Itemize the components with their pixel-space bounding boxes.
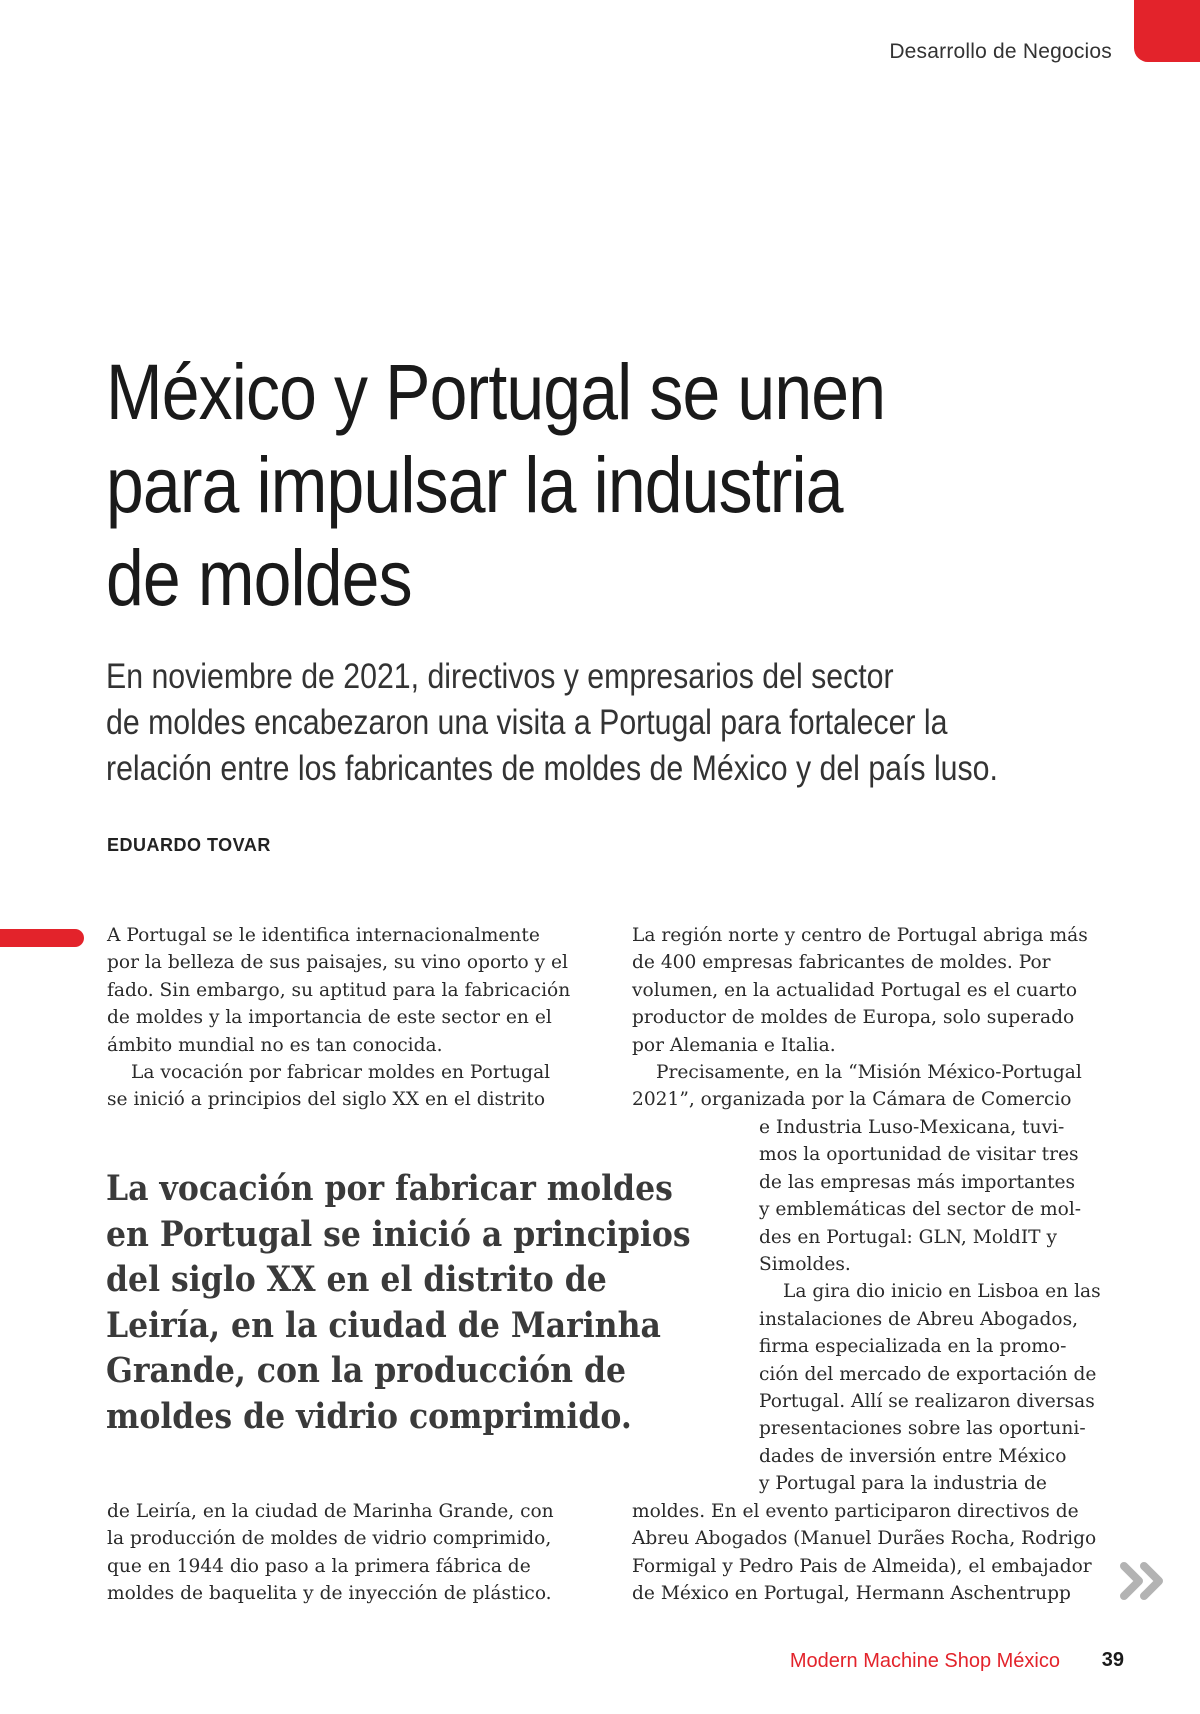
- text-line: por la belleza de sus paisajes, su vino oporto y el: [107, 952, 568, 974]
- text-line: que en 1944 dio paso a la primera fábrica de: [107, 1555, 531, 1577]
- column-2-bottom: [632, 1498, 1096, 1608]
- subtitle-line: relación entre los fabricantes de moldes de México y del país luso.: [106, 749, 998, 788]
- text-line: La región norte y centro de Portugal abriga más: [632, 925, 1088, 946]
- text-line: Precisamente, en la “Misión México-Portugal: [656, 1062, 1082, 1084]
- text-line: de Leiría, en la ciudad de Marinha Grande, con: [107, 1501, 554, 1522]
- text-line: por Alemania e Italia.: [632, 1034, 836, 1056]
- text-line: mos la oportunidad de visitar tres: [759, 1144, 1079, 1166]
- column-1-top: [107, 922, 570, 1114]
- text-line: dades de inversión entre México: [759, 1445, 1067, 1467]
- text-line: moldes de baquelita y de inyección de plástico.: [107, 1583, 552, 1605]
- text-line: La vocación por fabricar moldes en Portugal: [131, 1062, 551, 1084]
- text-line: ámbito mundial no es tan conocida.: [107, 1034, 443, 1056]
- text-line: e Industria Luso-Mexicana, tuvi-: [759, 1117, 1065, 1138]
- text-line: volumen, en la actualidad Portugal es el cuarto: [632, 979, 1078, 1001]
- text-line: fado. Sin embargo, su aptitud para la fabricación: [107, 979, 571, 1001]
- subtitle-line: En noviembre de 2021, directivos y empresarios del sector: [106, 657, 894, 696]
- pull-quote: [106, 1166, 691, 1439]
- article-subtitle: [106, 654, 1058, 792]
- page-number: 39: [1101, 1649, 1124, 1671]
- pullquote-line: Grande, con la producción de: [106, 1350, 627, 1391]
- red-marker: [0, 929, 84, 947]
- text-line: Portugal. Allí se realizaron diversas: [759, 1391, 1095, 1413]
- double-chevron-right-icon-graphic: [1120, 1560, 1168, 1602]
- text-line: de 400 empresas fabricantes de moldes. Por: [632, 952, 1051, 974]
- text-line: firma especializada en la promo-: [759, 1336, 1067, 1358]
- column-1-bottom: [107, 1498, 554, 1608]
- section-label: Desarrollo de Negocios: [889, 40, 1112, 63]
- corner-tab: [1134, 0, 1200, 62]
- text-line: 2021”, organizada por la Cámara de Comercio: [632, 1089, 1072, 1111]
- text-line: instalaciones de Abreu Abogados,: [759, 1308, 1079, 1330]
- text-line: de moldes y la importancia de este sector en el: [107, 1007, 552, 1029]
- text-line: Formigal y Pedro Pais de Almeida), el embajador: [632, 1555, 1092, 1577]
- text-line: y Portugal para la industria de: [759, 1473, 1047, 1495]
- text-line: la producción de moldes de vidrio comprimido,: [107, 1528, 552, 1550]
- title-line: para impulsar la industria: [106, 440, 843, 529]
- column-2-top: [632, 922, 1088, 1114]
- text-line: Simoldes.: [759, 1254, 851, 1276]
- author-byline: EDUARDO TOVAR: [107, 835, 271, 855]
- text-line: Abreu Abogados (Manuel Durães Rocha, Rodrigo: [632, 1528, 1097, 1550]
- article-title: [106, 345, 966, 624]
- publication-name: Modern Machine Shop México: [789, 1650, 1060, 1672]
- title-line: de moldes: [106, 533, 412, 622]
- column-2-narrow: [759, 1114, 1101, 1498]
- text-line: de las empresas más importantes: [759, 1171, 1076, 1193]
- pullquote-line: Leiría, en la ciudad de Marinha: [106, 1304, 661, 1346]
- text-line: A Portugal se le identifica internacionalmente: [107, 925, 540, 946]
- text-line: se inició a principios del siglo XX en el distrito: [107, 1089, 546, 1111]
- text-line: productor de moldes de Europa, solo superado: [632, 1007, 1075, 1029]
- text-line: moldes. En el evento participaron directivos de: [632, 1501, 1079, 1522]
- pullquote-line: moldes de vidrio comprimido.: [106, 1395, 632, 1437]
- text-line: des en Portugal: GLN, MoldIT y: [759, 1226, 1057, 1248]
- pullquote-line: en Portugal se inició a principios: [106, 1213, 691, 1255]
- pullquote-line: del siglo XX en el distrito de: [106, 1259, 607, 1300]
- text-line: La gira dio inicio en Lisboa en las: [783, 1281, 1101, 1303]
- pullquote-line: La vocación por fabricar moldes: [106, 1168, 673, 1209]
- text-line: presentaciones sobre las oportuni-: [759, 1418, 1086, 1440]
- text-line: ción del mercado de exportación de: [759, 1363, 1097, 1385]
- double-chevron-right-icon[interactable]: [1120, 1560, 1168, 1602]
- subtitle-line: de moldes encabezaron una visita a Portugal para fortalecer la: [106, 703, 948, 742]
- text-line: y emblemáticas del sector de mol-: [759, 1199, 1082, 1221]
- text-line: de México en Portugal, Hermann Aschentrupp: [632, 1583, 1071, 1605]
- title-line: México y Portugal se unen: [106, 347, 886, 436]
